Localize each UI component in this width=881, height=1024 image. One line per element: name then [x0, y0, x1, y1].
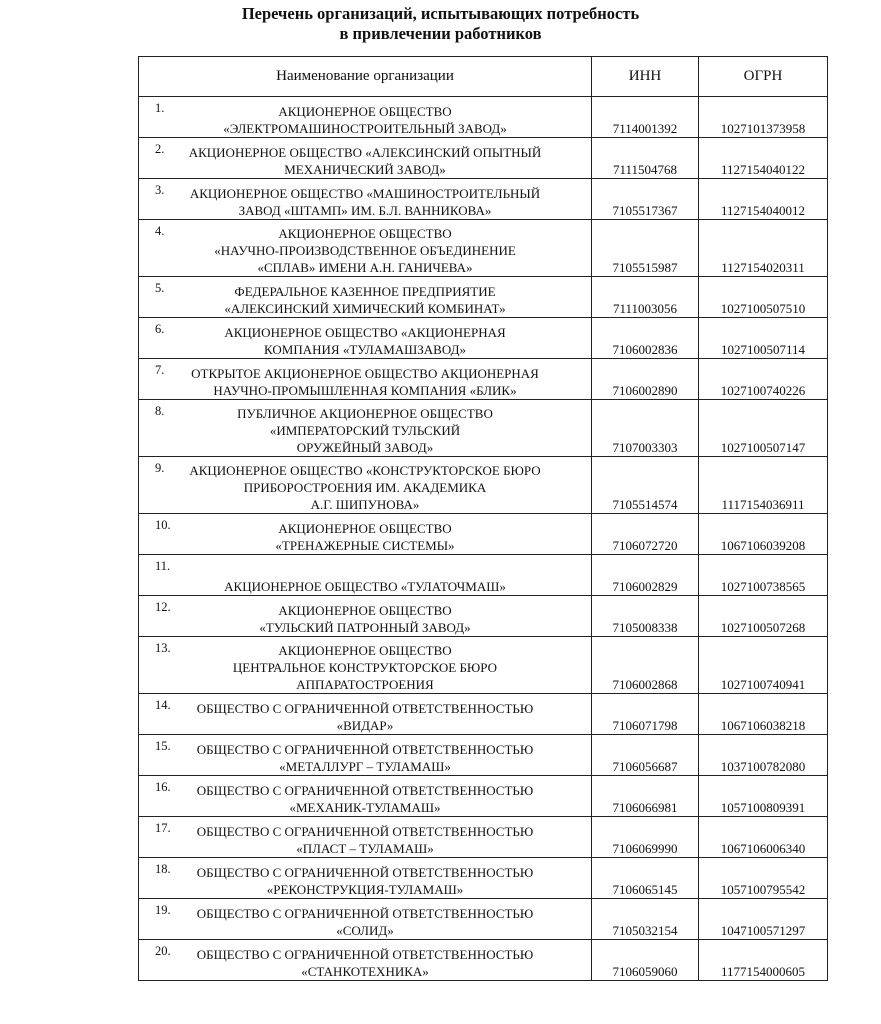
- org-name-line: «ТРЕНАЖЕРНЫЕ СИСТЕМЫ»: [275, 538, 455, 553]
- ogrn-cell: 1057100809391: [699, 776, 828, 817]
- inn-cell: 7106066981: [592, 776, 699, 817]
- org-name-line: «МЕХАНИК-ТУЛАМАШ»: [289, 800, 441, 815]
- title-line-1: Перечень организаций, испытывающих потребность: [241, 4, 640, 23]
- org-name-line: А.Г. ШИПУНОВА»: [310, 497, 420, 512]
- org-name-line: «РЕКОНСТРУКЦИЯ-ТУЛАМАШ»: [266, 882, 464, 897]
- table-row: [139, 776, 828, 817]
- ogrn-cell: 1047100571297: [699, 899, 828, 940]
- row-number: 10.: [155, 518, 171, 532]
- row-number: 11.: [155, 559, 171, 573]
- ogrn-cell: 1037100782080: [699, 735, 828, 776]
- inn-cell: 7106056687: [592, 735, 699, 776]
- org-name-cell: [139, 899, 592, 940]
- org-name-line: ОБЩЕСТВО С ОГРАНИЧЕННОЙ ОТВЕТСТВЕННОСТЬЮ: [196, 947, 534, 962]
- org-name-line: «СТАНКОТЕХНИКА»: [301, 964, 429, 979]
- inn-cell: 7106071798: [592, 694, 699, 735]
- row-number: 20.: [155, 944, 171, 958]
- org-name-line: АКЦИОНЕРНОЕ ОБЩЕСТВО: [278, 226, 452, 241]
- table-row: [139, 138, 828, 179]
- row-number: 13.: [155, 641, 171, 655]
- org-name-line: АКЦИОНЕРНОЕ ОБЩЕСТВО «АЛЕКСИНСКИЙ ОПЫТНЫЙ: [188, 145, 542, 160]
- org-name: [139, 864, 591, 898]
- row-number: 12.: [155, 600, 171, 614]
- org-name-line: ОТКРЫТОЕ АКЦИОНЕРНОЕ ОБЩЕСТВО АКЦИОНЕРНАЯ: [191, 366, 539, 381]
- org-name: [139, 462, 591, 513]
- ogrn-cell: 1177154000605: [699, 940, 828, 981]
- org-name-cell: [139, 596, 592, 637]
- org-name-line: ПРИБОРОСТРОЕНИЯ ИМ. АКАДЕМИКА: [243, 480, 487, 495]
- row-number: 7.: [155, 363, 165, 377]
- header-name: Наименование организации: [139, 57, 592, 97]
- ogrn-cell: 1027100740941: [699, 637, 828, 694]
- org-name-cell: [139, 858, 592, 899]
- org-name-cell: [139, 940, 592, 981]
- title-line-2: в привлечении работников: [339, 24, 542, 43]
- ogrn-cell: 1127154020311: [699, 220, 828, 277]
- org-name-line: ОБЩЕСТВО С ОГРАНИЧЕННОЙ ОТВЕТСТВЕННОСТЬЮ: [196, 742, 534, 757]
- row-number: 9.: [155, 461, 165, 475]
- table-row: [139, 596, 828, 637]
- org-name-cell: [139, 514, 592, 555]
- org-name-cell: [139, 457, 592, 514]
- org-name: [139, 144, 591, 178]
- table-row: [139, 858, 828, 899]
- row-number: 4.: [155, 224, 165, 238]
- org-name: [139, 365, 591, 399]
- org-name: [139, 642, 591, 693]
- row-number: 5.: [155, 281, 165, 295]
- row-number: 3.: [155, 183, 165, 197]
- org-name-line: ОБЩЕСТВО С ОГРАНИЧЕННОЙ ОТВЕТСТВЕННОСТЬЮ: [196, 824, 534, 839]
- org-name-line: «ТУЛЬСКИЙ ПАТРОННЫЙ ЗАВОД»: [259, 620, 471, 635]
- org-name-line: АКЦИОНЕРНОЕ ОБЩЕСТВО «КОНСТРУКТОРСКОЕ БЮРО: [189, 463, 541, 478]
- org-name-line: «АЛЕКСИНСКИЙ ХИМИЧЕСКИЙ КОМБИНАТ»: [224, 301, 506, 316]
- org-name-line: ОБЩЕСТВО С ОГРАНИЧЕННОЙ ОТВЕТСТВЕННОСТЬЮ: [196, 906, 534, 921]
- ogrn-cell: 1067106038218: [699, 694, 828, 735]
- org-name-line: ОБЩЕСТВО С ОГРАНИЧЕННОЙ ОТВЕТСТВЕННОСТЬЮ: [196, 783, 534, 798]
- ogrn-cell: 1027100507268: [699, 596, 828, 637]
- org-name-line: АКЦИОНЕРНОЕ ОБЩЕСТВО «АКЦИОНЕРНАЯ: [224, 325, 506, 340]
- org-name: [139, 946, 591, 980]
- org-name: [139, 578, 591, 595]
- row-number: 17.: [155, 821, 171, 835]
- inn-cell: 7106002868: [592, 637, 699, 694]
- inn-cell: 7111003056: [592, 277, 699, 318]
- inn-cell: 7105514574: [592, 457, 699, 514]
- row-number: 16.: [155, 780, 171, 794]
- table-row: [139, 694, 828, 735]
- org-name: [139, 782, 591, 816]
- row-number: 14.: [155, 698, 171, 712]
- ogrn-cell: 1127154040012: [699, 179, 828, 220]
- org-name-line: «ЭЛЕКТРОМАШИНОСТРОИТЕЛЬНЫЙ ЗАВОД»: [223, 121, 507, 136]
- row-number: 6.: [155, 322, 165, 336]
- org-name: [139, 602, 591, 636]
- org-name-cell: [139, 694, 592, 735]
- table-row: [139, 179, 828, 220]
- row-number: 15.: [155, 739, 171, 753]
- org-name-cell: [139, 179, 592, 220]
- table-row: [139, 220, 828, 277]
- org-name-line: ОРУЖЕЙНЫЙ ЗАВОД»: [296, 440, 434, 455]
- org-name-line: ОБЩЕСТВО С ОГРАНИЧЕННОЙ ОТВЕТСТВЕННОСТЬЮ: [196, 865, 534, 880]
- row-number: 8.: [155, 404, 165, 418]
- org-name-line: ОБЩЕСТВО С ОГРАНИЧЕННОЙ ОТВЕТСТВЕННОСТЬЮ: [196, 701, 534, 716]
- header-ogrn: ОГРН: [699, 57, 828, 97]
- org-name-line: АКЦИОНЕРНОЕ ОБЩЕСТВО «ТУЛАТОЧМАШ»: [224, 579, 506, 594]
- table-row: [139, 817, 828, 858]
- org-name-cell: [139, 220, 592, 277]
- ogrn-cell: 1027100507510: [699, 277, 828, 318]
- org-name: [139, 823, 591, 857]
- org-name: [139, 741, 591, 775]
- row-number: 18.: [155, 862, 171, 876]
- ogrn-cell: 1027100507147: [699, 400, 828, 457]
- inn-cell: 7105008338: [592, 596, 699, 637]
- org-name-line: АППАРАТОСТРОЕНИЯ: [296, 677, 434, 692]
- inn-cell: 7105515987: [592, 220, 699, 277]
- org-name: [139, 405, 591, 456]
- org-name-line: «МЕТАЛЛУРГ – ТУЛАМАШ»: [279, 759, 451, 774]
- org-name: [139, 700, 591, 734]
- table-row: [139, 637, 828, 694]
- header-inn: ИНН: [592, 57, 699, 97]
- org-name-cell: [139, 400, 592, 457]
- inn-cell: 7106072720: [592, 514, 699, 555]
- inn-cell: 7114001392: [592, 97, 699, 138]
- org-name-line: КОМПАНИЯ «ТУЛАМАШЗАВОД»: [264, 342, 466, 357]
- table-row: [139, 359, 828, 400]
- table-row: [139, 277, 828, 318]
- org-name-line: АКЦИОНЕРНОЕ ОБЩЕСТВО: [278, 603, 452, 618]
- inn-cell: 7106065145: [592, 858, 699, 899]
- org-name: [139, 225, 591, 276]
- org-name-line: ФЕДЕРАЛЬНОЕ КАЗЕННОЕ ПРЕДПРИЯТИЕ: [234, 284, 496, 299]
- org-name-line: «СПЛАВ» ИМЕНИ А.Н. ГАНИЧЕВА»: [257, 260, 473, 275]
- table-row: [139, 555, 828, 596]
- ogrn-cell: 1067106006340: [699, 817, 828, 858]
- ogrn-cell: 1117154036911: [699, 457, 828, 514]
- ogrn-cell: 1027100740226: [699, 359, 828, 400]
- row-number: 1.: [155, 101, 165, 115]
- org-name-line: АКЦИОНЕРНОЕ ОБЩЕСТВО: [278, 104, 452, 119]
- table-row: [139, 97, 828, 138]
- org-name: [139, 103, 591, 137]
- org-name-line: «ИМПЕРАТОРСКИЙ ТУЛЬСКИЙ: [269, 423, 461, 438]
- org-name-cell: [139, 555, 592, 596]
- ogrn-cell: 1027100507114: [699, 318, 828, 359]
- table-body: [139, 97, 828, 981]
- table-row: [139, 735, 828, 776]
- inn-cell: 7105517367: [592, 179, 699, 220]
- inn-cell: 7106069990: [592, 817, 699, 858]
- ogrn-cell: 1027100738565: [699, 555, 828, 596]
- ogrn-cell: 1127154040122: [699, 138, 828, 179]
- ogrn-cell: 1027101373958: [699, 97, 828, 138]
- org-name-line: НАУЧНО-ПРОМЫШЛЕННАЯ КОМПАНИЯ «БЛИК»: [213, 383, 517, 398]
- ogrn-cell: 1057100795542: [699, 858, 828, 899]
- table-row: [139, 318, 828, 359]
- inn-cell: 7106002836: [592, 318, 699, 359]
- table-row: [139, 400, 828, 457]
- row-number: 2.: [155, 142, 165, 156]
- org-name-line: МЕХАНИЧЕСКИЙ ЗАВОД»: [284, 162, 446, 177]
- org-name-line: АКЦИОНЕРНОЕ ОБЩЕСТВО «МАШИНОСТРОИТЕЛЬНЫЙ: [189, 186, 541, 201]
- organizations-table: [138, 56, 828, 981]
- org-name-line: «СОЛИД»: [336, 923, 394, 938]
- org-name-line: АКЦИОНЕРНОЕ ОБЩЕСТВО: [278, 521, 452, 536]
- org-name: [139, 520, 591, 554]
- inn-cell: 7107003303: [592, 400, 699, 457]
- table-header-row: [139, 57, 828, 97]
- org-name-line: «НАУЧНО-ПРОИЗВОДСТВЕННОЕ ОБЪЕДИНЕНИЕ: [214, 243, 516, 258]
- inn-cell: 7106002890: [592, 359, 699, 400]
- org-name-cell: [139, 318, 592, 359]
- org-name-line: «ВИДАР»: [336, 718, 394, 733]
- inn-cell: 7105032154: [592, 899, 699, 940]
- org-name-line: АКЦИОНЕРНОЕ ОБЩЕСТВО: [278, 643, 452, 658]
- org-name-cell: [139, 817, 592, 858]
- org-name-cell: [139, 97, 592, 138]
- org-name-line: ПУБЛИЧНОЕ АКЦИОНЕРНОЕ ОБЩЕСТВО: [237, 406, 493, 421]
- org-name-cell: [139, 735, 592, 776]
- org-name: [139, 283, 591, 317]
- org-name-cell: [139, 359, 592, 400]
- org-name-cell: [139, 138, 592, 179]
- org-name-line: «ПЛАСТ – ТУЛАМАШ»: [296, 841, 434, 856]
- org-name-cell: [139, 637, 592, 694]
- inn-cell: 7106002829: [592, 555, 699, 596]
- table-row: [139, 899, 828, 940]
- org-name-line: ЦЕНТРАЛЬНОЕ КОНСТРУКТОРСКОЕ БЮРО: [232, 660, 498, 675]
- org-name-line: ЗАВОД «ШТАМП» ИМ. Б.Л. ВАННИКОВА»: [238, 203, 492, 218]
- org-name: [139, 324, 591, 358]
- inn-cell: 7106059060: [592, 940, 699, 981]
- row-number: 19.: [155, 903, 171, 917]
- table-row: [139, 457, 828, 514]
- org-name-cell: [139, 776, 592, 817]
- table-row: [139, 940, 828, 981]
- table-row: [139, 514, 828, 555]
- org-name-cell: [139, 277, 592, 318]
- org-name: [139, 185, 591, 219]
- ogrn-cell: 1067106039208: [699, 514, 828, 555]
- org-name: [139, 905, 591, 939]
- inn-cell: 7111504768: [592, 138, 699, 179]
- page-title: [0, 4, 881, 44]
